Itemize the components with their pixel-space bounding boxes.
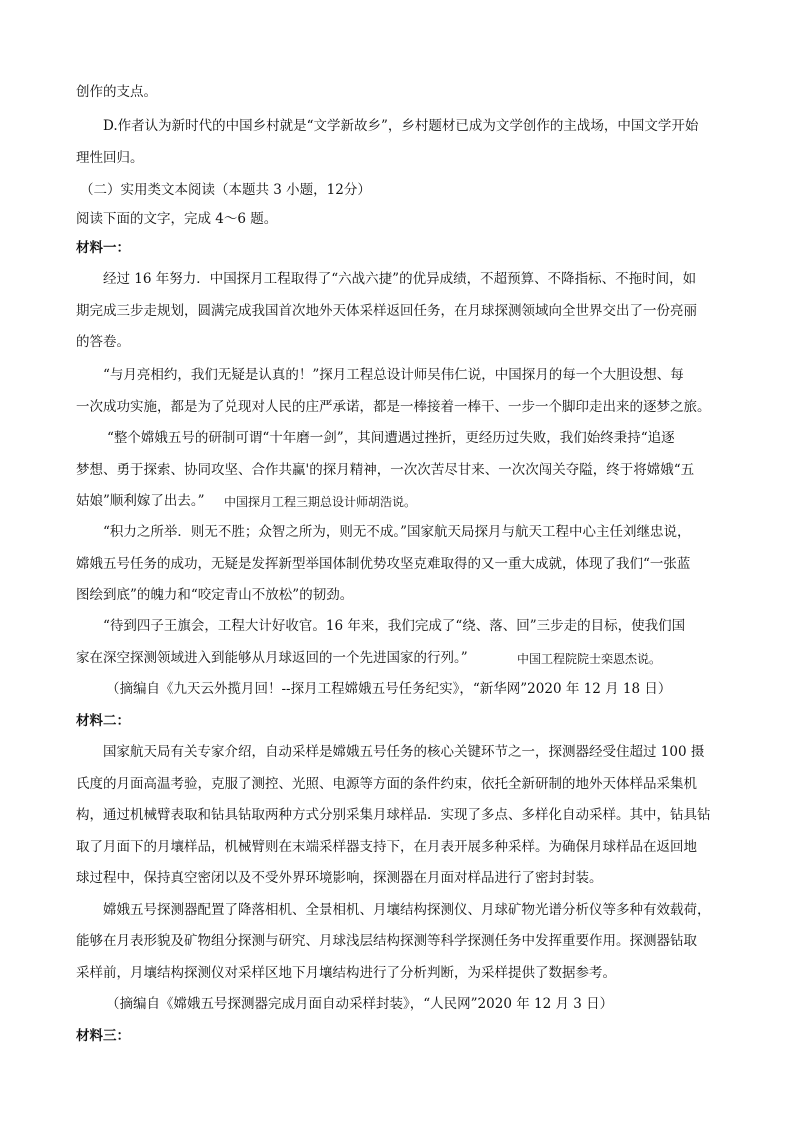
text-line: 图绘到底”的魄力和“咬定青山不放松”的韧劲。: [76, 587, 354, 603]
source-citation: （摘编自《九天云外揽月回！--探月工程嫦娥五号任务纪实》，“新华网”2020 年 12 月 18 日）: [106, 681, 672, 697]
text-line: 的答卷。: [76, 334, 130, 350]
text-line: 经过 16 年努力．中国探月工程取得了“六战六捷”的优异成绩，不超预算、不降指标、不拖时间，如: [103, 271, 697, 287]
text-line: 采样前，月壤结构探测仪对采样区地下月壤结构进行了分析判断，为采样提供了数据参考。: [76, 965, 616, 981]
source-citation: （摘编自《嫦娥五号探测器完成月面自动采样封装》，“人民网”2020 年 12 月 3 日）: [106, 996, 614, 1012]
text-line: “与月亮相约，我们无疑是认真的！”探月工程总设计师吴伟仁说，中国探月的每一个大胆设想、每: [103, 367, 684, 383]
text-line: 构，通过机械臂表取和钻具钻取两种方式分别采集月球样品．实现了多点、多样化自动采样。其中，钻具钻: [76, 807, 711, 823]
text-line: 嫦娥五号任务的成功，无疑是发挥新型举国体制优势攻坚克难取得的又一重大成就，体现了我们“一张蓝: [76, 556, 691, 572]
section-heading: （二）实用类文本阅读（本题共 3 小题，12分）: [80, 182, 371, 198]
attribution-text: 中国工程院院士栾恩杰说。: [517, 652, 662, 666]
material-two-heading: 材料二：: [76, 713, 130, 729]
text-line: 创作的支点。: [76, 84, 157, 100]
text-line: “待到四子王旗会，工程大计好收官。16 年来，我们完成了“绕、落、回”三步走的目标，使我们国: [103, 618, 686, 634]
material-three-heading: 材料三：: [76, 1028, 130, 1044]
text-line: 一次成功实施，都是为了兑现对人民的庄严承诺，都是一棒接着一棒干、一步一个脚印走出来的逐梦之旅。: [76, 399, 711, 415]
attribution-text: 中国探月工程三期总设计师胡浩说。: [224, 495, 417, 509]
material-one-heading: 材料一：: [76, 240, 130, 256]
text-line: 取了月面下的月壤样品，机械臂则在末端采样器支持下，在月表开展多种采样。为确保月球样品在返回地: [76, 839, 697, 855]
text-line: “积力之所举．则无不胜；众智之所为，则无不成。”国家航天局探月与航天工程中心主任刘继忠说，: [103, 524, 691, 540]
option-d-line: D.作者认为新时代的中国乡村就是“文学新故乡”，乡村题材已成为文学创作的主战场，中国文学开始: [103, 118, 699, 134]
text-line: 氏度的月面高温考验，克服了测控、光照、电源等方面的条件约束，依托全新研制的地外天体样品采集机: [76, 776, 697, 792]
text-line: 嫦娥五号探测器配置了降落相机、全景相机、月壤结构探测仪、月球矿物光谱分析仪等多种有效载荷，: [103, 902, 711, 918]
text-line: 国家航天局有关专家介绍，自动采样是嫦娥五号任务的核心关键环节之一，探测器经受住超过 100 摄: [103, 744, 705, 760]
text-line: 期完成三步走规划，圆满完成我国首次地外天体采样返回任务，在月球探测领域向全世界交出了一份亮丽: [76, 303, 697, 319]
text-line: 球过程中，保持真空密闭以及不受外界环境影响，探测器在月面对样品进行了密封封装。: [76, 870, 603, 886]
text-line: 家在深空探测领域进入到能够从月球返回的一个先进国家的行列。”: [76, 650, 468, 666]
text-line: 能够在月表形貌及矿物组分探测与研究、月球浅层结构探测等科学探测任务中发挥重要作用。探测器钻取: [76, 933, 697, 949]
text-line: “整个嫦娥五号的研制可谓“十年磨一剑”，其间遭遇过挫折，更经历过失败，我们始终秉持“追逐: [107, 430, 675, 446]
instruction-line: 阅读下面的文字，完成 4～6 题。: [76, 211, 278, 227]
text-line: 梦想、勇于探索、协同攻坚、合作共赢'的探月精神，一次次苦尽甘来、一次次闯关夺隘，终于将嫦娥“五: [76, 462, 695, 478]
text-line: 理性回归。: [76, 150, 144, 166]
text-line: 姑娘”顺利嫁了出去。”: [76, 493, 205, 509]
